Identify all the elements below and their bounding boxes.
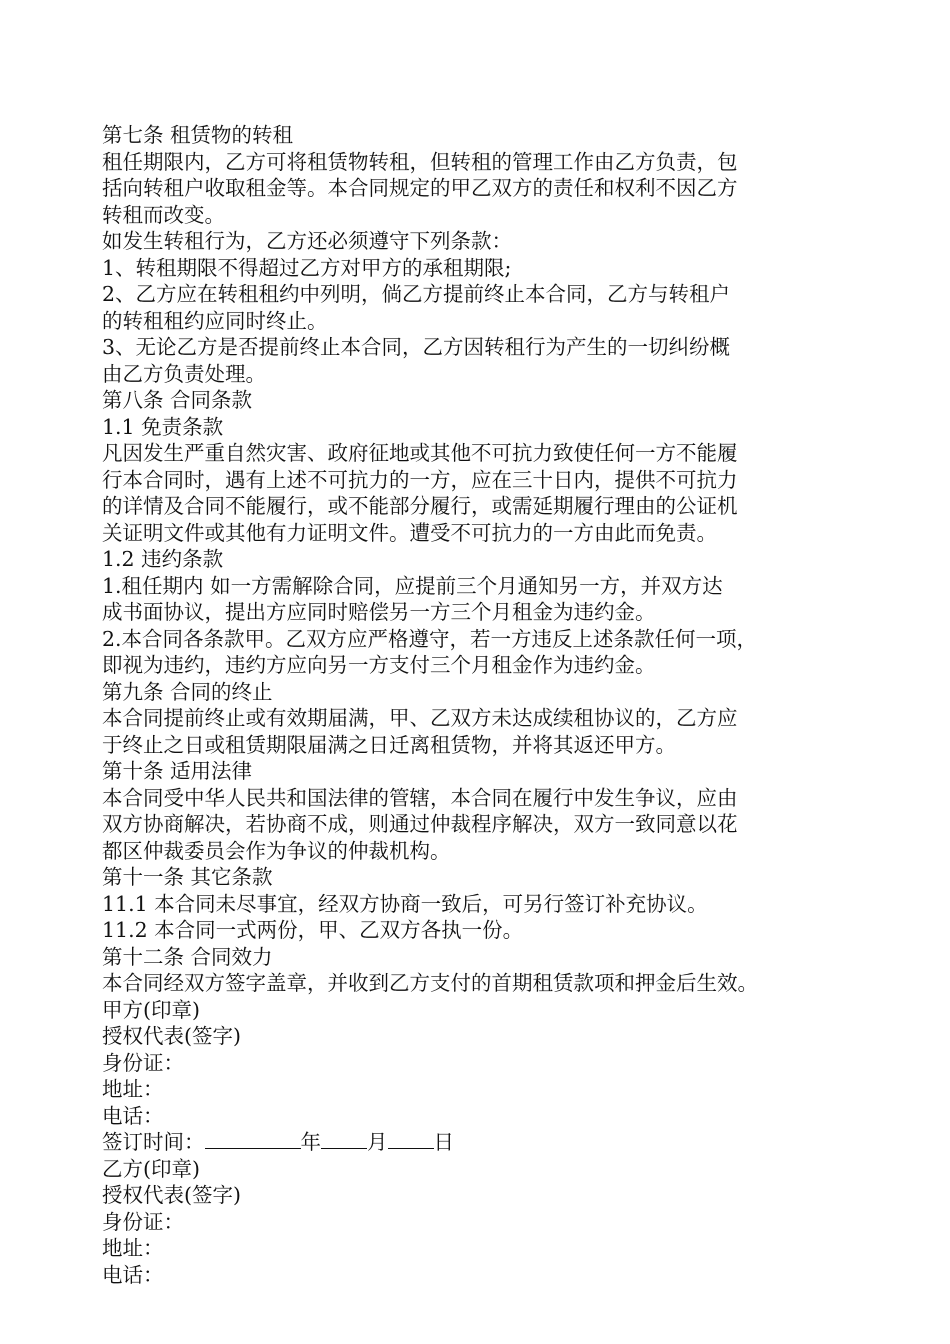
article-7-heading: 第七条 租赁物的转租 <box>102 123 294 147</box>
paragraph-line: 如发生转租行为，乙方还必须遵守下列条款： <box>102 229 512 253</box>
paragraph-line: 转租而改变。 <box>102 202 225 227</box>
party-a-seal-label: 甲方(印章) <box>102 997 200 1022</box>
clause-item: 3、无论乙方是否提前终止本合同，乙方因转租行为产生的一切纠纷概 <box>102 335 731 359</box>
article-12-heading: 第十二条 合同效力 <box>102 944 273 969</box>
clause-item: 11.2 本合同一式两份，甲、乙双方各执一份。 <box>102 918 524 942</box>
party-b-signature-block <box>102 1156 862 1289</box>
subsection-heading: 1.1 免责条款 <box>102 414 224 439</box>
paragraph-line: 都区仲裁委员会作为争议的仲裁机构。 <box>102 838 451 863</box>
paragraph-line: 的转租租约应同时终止。 <box>102 308 328 333</box>
paragraph-line: 于终止之日或租赁期限届满之日迁离租赁物，并将其返还甲方。 <box>102 732 676 757</box>
year-label: 年 <box>300 1130 321 1154</box>
sign-date-line <box>102 1129 862 1156</box>
paragraph-line: 租任期限内，乙方可将租赁物转租，但转租的管理工作由乙方负责，包 <box>102 149 738 174</box>
subsection-heading: 1.2 违约条款 <box>102 547 224 571</box>
month-label: 月 <box>367 1130 388 1154</box>
contract-body <box>102 122 862 997</box>
article-8-heading: 第八条 合同条款 <box>102 388 253 412</box>
paragraph-line: 的详情及合同不能履行，或不能部分履行，或需延期履行理由的公证机 <box>102 494 738 518</box>
clause-item: 2、乙方应在转租租约中列明，倘乙方提前终止本合同，乙方与转租户 <box>102 282 731 306</box>
paragraph-line: 括向转租户收取租金等。本合同规定的甲乙双方的责任和权利不因乙方 <box>102 176 738 200</box>
article-9-heading: 第九条 合同的终止 <box>102 679 273 704</box>
party-b-seal-label: 乙方(印章) <box>102 1156 200 1181</box>
party-b-phone-label: 电话： <box>102 1262 164 1287</box>
paragraph-line: 双方协商解决，若协商不成，则通过仲裁程序解决，双方一致同意以花 <box>102 812 738 836</box>
clause-item: 2.本合同各条款甲。乙双方应严格遵守，若一方违反上述条款任何一项， <box>102 626 758 651</box>
party-b-id-label: 身份证： <box>102 1209 184 1234</box>
article-10-heading: 第十条 适用法律 <box>102 759 253 783</box>
party-b-representative-label: 授权代表(签字) <box>102 1183 241 1207</box>
paragraph-line: 本合同受中华人民共和国法律的管辖，本合同在履行中发生争议，应由 <box>102 785 738 810</box>
paragraph-line: 行本合同时，遇有上述不可抗力的一方，应在三十日内，提供不可抗力 <box>102 467 738 492</box>
party-a-representative-label: 授权代表(签字) <box>102 1024 241 1048</box>
party-a-address-label: 地址： <box>102 1077 164 1101</box>
month-blank <box>321 1129 367 1149</box>
day-label: 日 <box>433 1130 454 1154</box>
party-a-id-label: 身份证： <box>102 1050 184 1075</box>
day-blank <box>388 1129 434 1149</box>
party-a-signature-block <box>102 997 862 1156</box>
clause-item: 1.租任期内 如一方需解除合同，应提前三个月通知另一方，并双方达 <box>102 573 723 598</box>
paragraph-line: 由乙方负责处理。 <box>102 361 266 386</box>
sign-date-label: 签订时间： <box>102 1130 205 1154</box>
paragraph-line: 本合同提前终止或有效期届满，甲、乙双方未达成续租协议的，乙方应 <box>102 706 738 730</box>
party-b-address-label: 地址： <box>102 1236 164 1260</box>
document-page <box>102 122 862 1288</box>
clause-item: 1、转租期限不得超过乙方对甲方的承租期限; <box>102 255 512 280</box>
paragraph-line: 成书面协议，提出方应同时赔偿另一方三个月租金为违约金。 <box>102 600 656 624</box>
paragraph-line: 本合同经双方签字盖章，并收到乙方支付的首期租赁款项和押金后生效。 <box>102 971 758 995</box>
article-11-heading: 第十一条 其它条款 <box>102 865 273 889</box>
paragraph-line: 即视为违约，违约方应向另一方支付三个月租金作为违约金。 <box>102 653 656 677</box>
paragraph-line: 凡因发生严重自然灾害、政府征地或其他不可抗力致使任何一方不能履 <box>102 441 738 465</box>
clause-item: 11.1 本合同未尽事宜，经双方协商一致后，可另行签订补充协议。 <box>102 891 708 916</box>
paragraph-line: 关证明文件或其他有力证明文件。遭受不可抗力的一方由此而免责。 <box>102 520 717 545</box>
party-a-phone-label: 电话： <box>102 1103 164 1128</box>
year-blank <box>205 1129 301 1149</box>
